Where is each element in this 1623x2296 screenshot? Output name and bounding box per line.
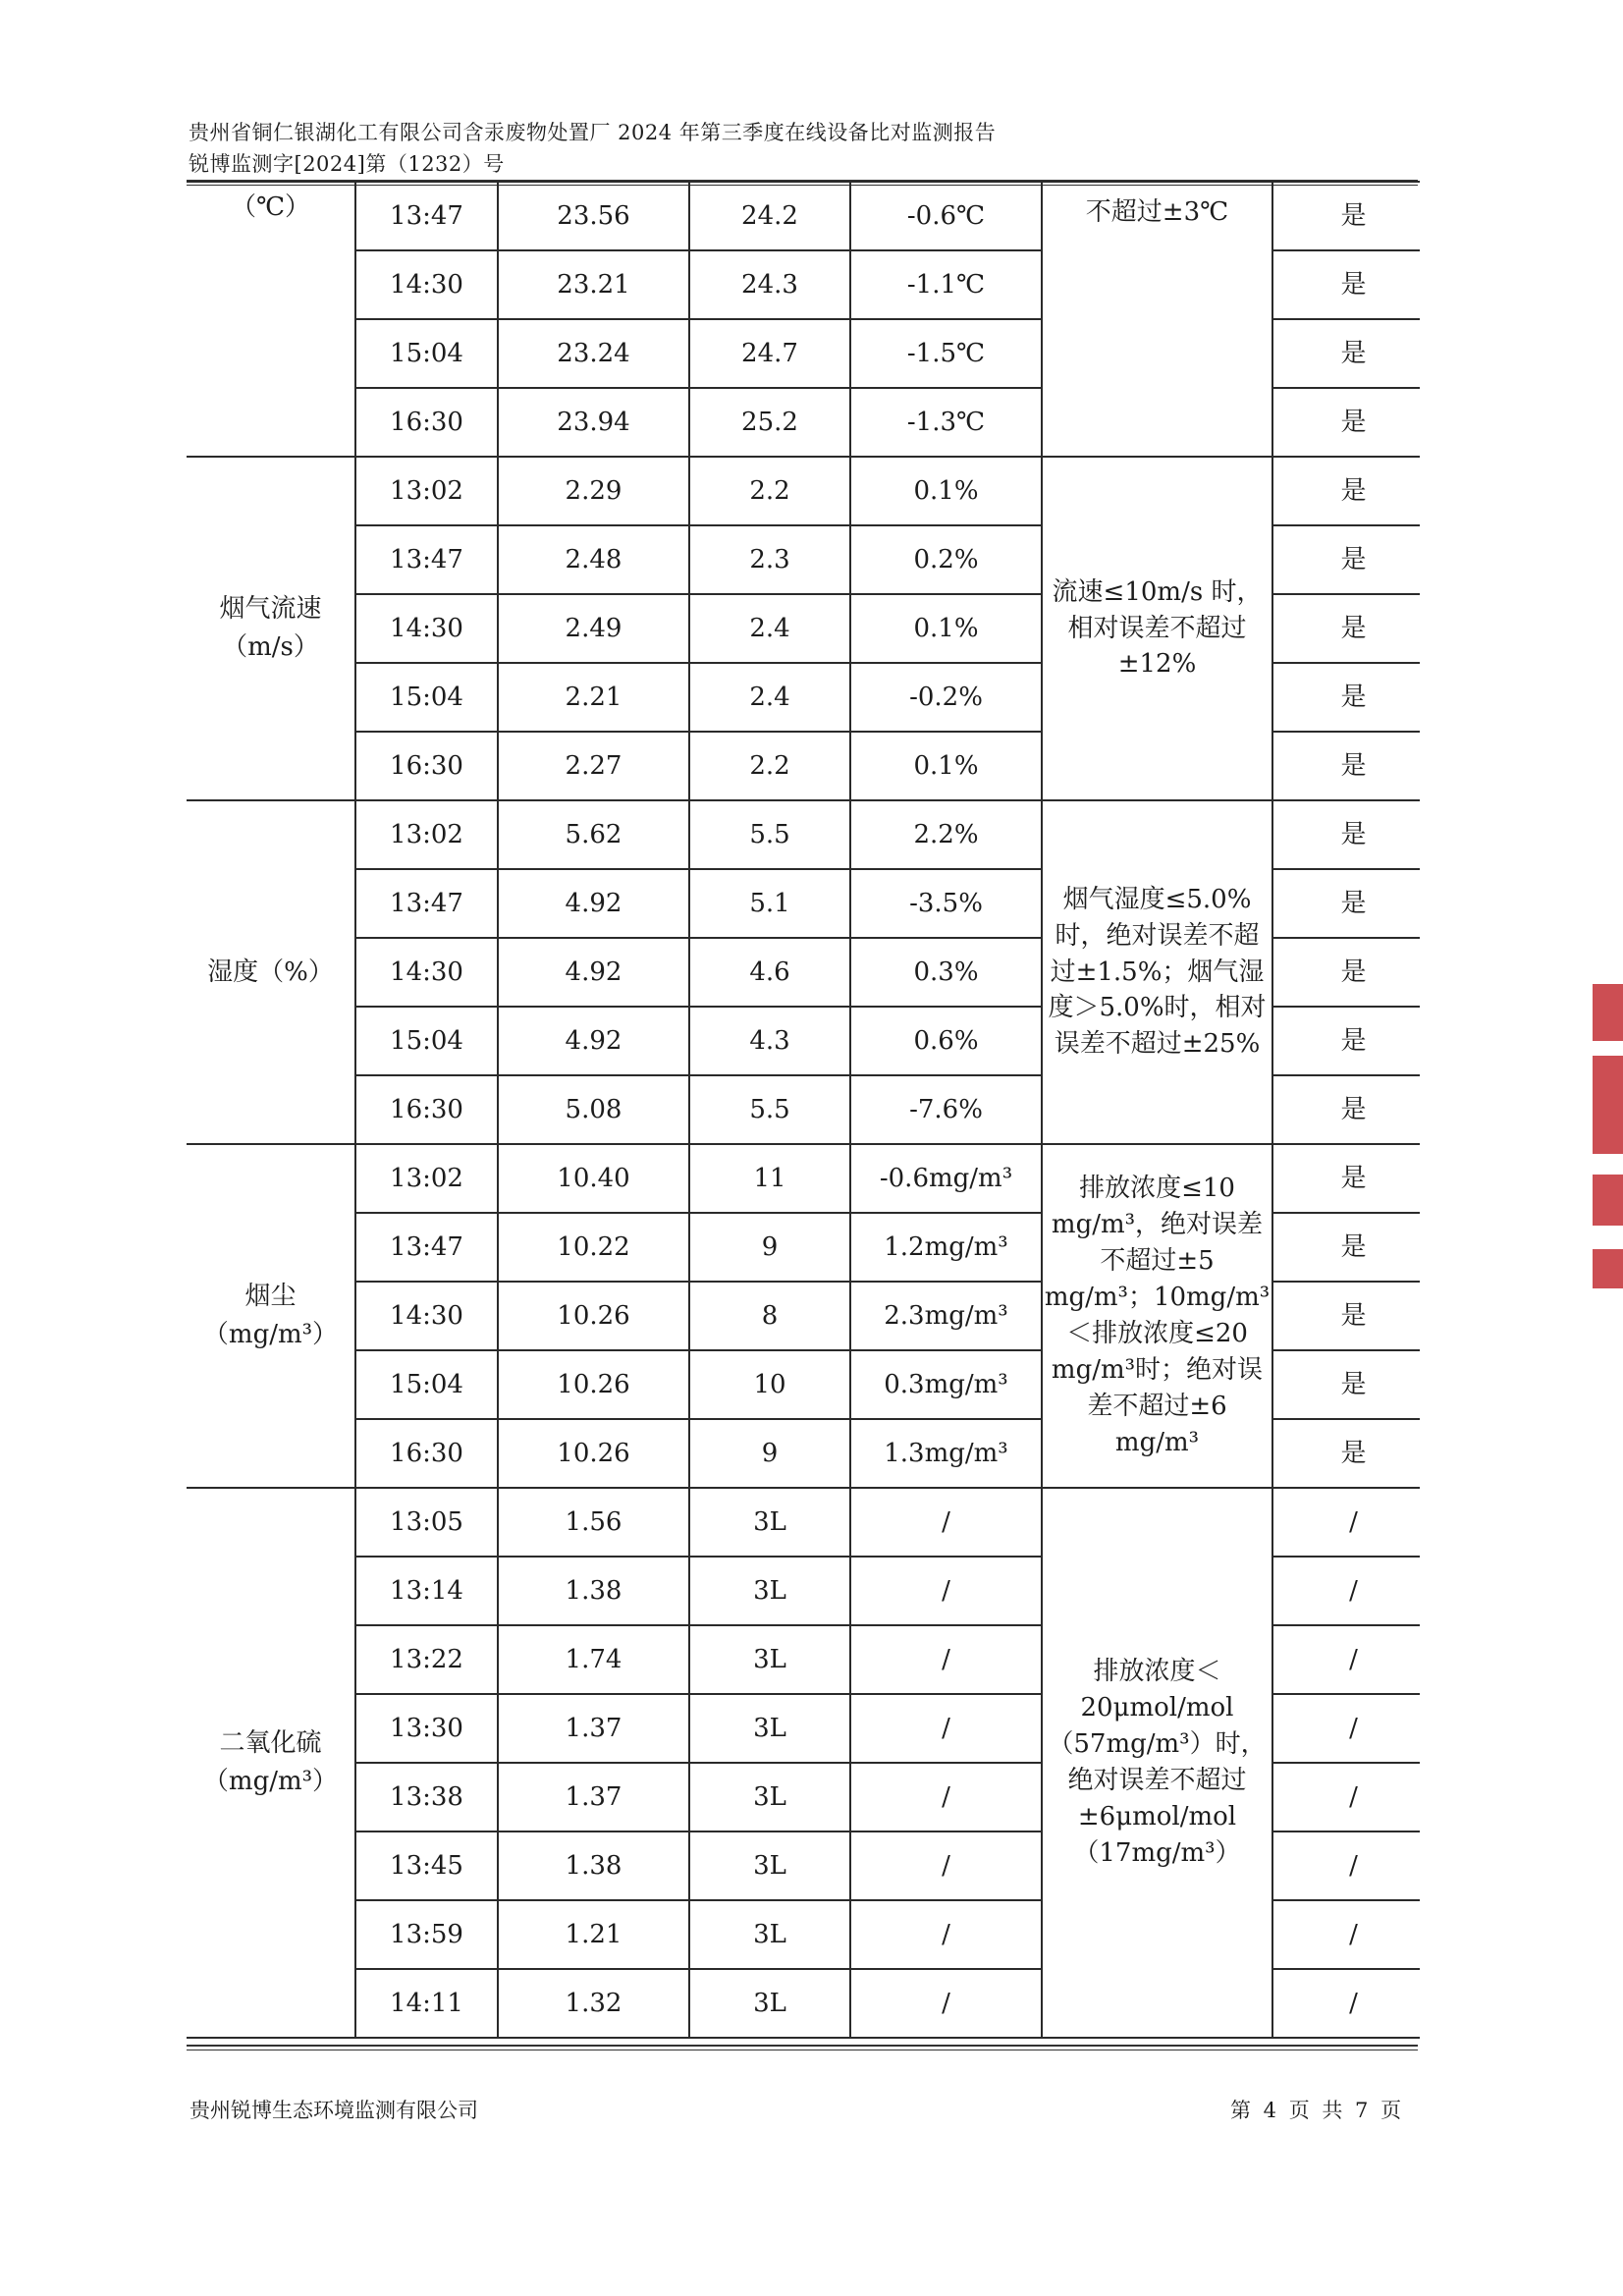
parameter-cell — [187, 1144, 355, 1488]
pass-cell: 是 — [1272, 1075, 1420, 1144]
error-cell: -1.5℃ — [850, 319, 1042, 388]
time-cell: 13:47 — [355, 869, 498, 938]
time-cell: 16:30 — [355, 1419, 498, 1488]
footer-company: 贵州锐博生态环境监测有限公司 — [189, 2099, 478, 2122]
reference-value-cell: 10 — [689, 1350, 850, 1419]
time-cell: 15:04 — [355, 319, 498, 388]
time-cell: 13:30 — [355, 1694, 498, 1763]
parameter-name: 湿度（%） — [207, 957, 334, 987]
cems-value-cell: 23.94 — [498, 388, 689, 457]
parameter-cell — [187, 800, 355, 1144]
error-cell: / — [850, 1831, 1042, 1900]
cems-value-cell: 1.38 — [498, 1831, 689, 1900]
time-cell: 15:04 — [355, 1007, 498, 1075]
reference-value-cell: 2.2 — [689, 457, 850, 525]
pass-cell: 是 — [1272, 250, 1420, 319]
error-cell: / — [850, 1763, 1042, 1831]
reference-value-cell: 8 — [689, 1282, 850, 1350]
pass-cell: 是 — [1272, 319, 1420, 388]
cems-value-cell: 10.40 — [498, 1144, 689, 1213]
error-cell: -1.1℃ — [850, 250, 1042, 319]
cems-value-cell: 1.37 — [498, 1763, 689, 1831]
cems-value-cell: 1.32 — [498, 1969, 689, 2038]
reference-value-cell: 5.1 — [689, 869, 850, 938]
reference-value-cell: 3L — [689, 1694, 850, 1763]
pass-cell: / — [1272, 1900, 1420, 1969]
time-cell: 14:30 — [355, 1282, 498, 1350]
pass-cell: 是 — [1272, 1144, 1420, 1213]
footer-rule — [187, 2045, 1418, 2047]
pass-cell: 是 — [1272, 663, 1420, 732]
time-cell: 13:02 — [355, 1144, 498, 1213]
error-cell: -1.3℃ — [850, 388, 1042, 457]
time-cell: 13:02 — [355, 800, 498, 869]
error-cell: -3.5% — [850, 869, 1042, 938]
time-cell: 14:11 — [355, 1969, 498, 2038]
pass-cell: 是 — [1272, 182, 1420, 250]
error-cell: 0.1% — [850, 732, 1042, 800]
pass-cell: 是 — [1272, 1007, 1420, 1075]
pass-cell: / — [1272, 1625, 1420, 1694]
reference-value-cell: 3L — [689, 1969, 850, 2038]
error-cell: / — [850, 1969, 1042, 2038]
pass-cell: 是 — [1272, 525, 1420, 594]
error-cell: 0.1% — [850, 457, 1042, 525]
cems-value-cell: 2.49 — [498, 594, 689, 663]
reference-value-cell: 3L — [689, 1831, 850, 1900]
reference-value-cell: 4.3 — [689, 1007, 850, 1075]
seal-stamp-fragment — [1593, 1249, 1623, 1288]
cems-value-cell: 10.26 — [498, 1350, 689, 1419]
cems-value-cell: 23.24 — [498, 319, 689, 388]
table-row — [187, 1488, 1420, 1557]
report-number: 锐博监测字[2024]第（1232）号 — [189, 152, 505, 176]
time-cell: 13:59 — [355, 1900, 498, 1969]
comparison-table — [187, 181, 1420, 2039]
time-cell: 16:30 — [355, 1075, 498, 1144]
pass-cell: / — [1272, 1763, 1420, 1831]
cems-value-cell: 1.21 — [498, 1900, 689, 1969]
parameter-name: 烟尘 — [244, 1282, 297, 1311]
pass-cell: / — [1272, 1557, 1420, 1625]
table-row — [187, 182, 1420, 250]
reference-value-cell: 5.5 — [689, 1075, 850, 1144]
seal-stamp-fragment — [1593, 1175, 1623, 1226]
parameter-name: （℃） — [230, 192, 311, 222]
pass-cell: / — [1272, 1694, 1420, 1763]
cems-value-cell: 2.48 — [498, 525, 689, 594]
pass-cell: / — [1272, 1488, 1420, 1557]
error-cell: 1.2mg/m³ — [850, 1213, 1042, 1282]
reference-value-cell: 4.6 — [689, 938, 850, 1007]
error-cell: / — [850, 1900, 1042, 1969]
report-title: 贵州省铜仁银湖化工有限公司含汞废物处置厂 2024 年第三季度在线设备比对监测报告 — [189, 121, 997, 144]
reference-value-cell: 3L — [689, 1488, 850, 1557]
parameter-cell — [187, 1488, 355, 2038]
comparison-table-body — [187, 182, 1420, 2038]
time-cell: 13:47 — [355, 1213, 498, 1282]
time-cell: 16:30 — [355, 732, 498, 800]
reference-value-cell: 2.3 — [689, 525, 850, 594]
reference-value-cell: 9 — [689, 1213, 850, 1282]
cems-value-cell: 1.74 — [498, 1625, 689, 1694]
cems-value-cell: 23.56 — [498, 182, 689, 250]
time-cell: 14:30 — [355, 250, 498, 319]
error-cell: 1.3mg/m³ — [850, 1419, 1042, 1488]
cems-value-cell: 5.62 — [498, 800, 689, 869]
cems-value-cell: 23.21 — [498, 250, 689, 319]
criteria-cell: 烟气湿度≤5.0%时，绝对误差不超过±1.5%；烟气湿度＞5.0%时，相对误差不超过±25% — [1042, 800, 1272, 1144]
time-cell: 13:45 — [355, 1831, 498, 1900]
time-cell: 13:22 — [355, 1625, 498, 1694]
pass-cell: 是 — [1272, 1419, 1420, 1488]
footer-page-number: 第 4 页 共 7 页 — [1230, 2099, 1405, 2122]
time-cell: 14:30 — [355, 938, 498, 1007]
error-cell: / — [850, 1488, 1042, 1557]
error-cell: 2.3mg/m³ — [850, 1282, 1042, 1350]
error-cell: 0.3% — [850, 938, 1042, 1007]
table-row — [187, 457, 1420, 525]
parameter-cell — [187, 457, 355, 800]
reference-value-cell: 24.3 — [689, 250, 850, 319]
cems-value-cell: 2.21 — [498, 663, 689, 732]
pass-cell: 是 — [1272, 457, 1420, 525]
cems-value-cell: 1.56 — [498, 1488, 689, 1557]
pass-cell: 是 — [1272, 732, 1420, 800]
reference-value-cell: 3L — [689, 1763, 850, 1831]
reference-value-cell: 3L — [689, 1557, 850, 1625]
criteria-cell: 排放浓度＜20μmol/mol（57mg/m³）时，绝对误差不超过±6μmol/mol（17mg/m³） — [1042, 1488, 1272, 2038]
pass-cell: 是 — [1272, 800, 1420, 869]
cems-value-cell: 10.26 — [498, 1282, 689, 1350]
pass-cell: / — [1272, 1831, 1420, 1900]
time-cell: 13:14 — [355, 1557, 498, 1625]
time-cell: 13:47 — [355, 182, 498, 250]
reference-value-cell: 3L — [689, 1625, 850, 1694]
seal-stamp-fragment — [1593, 1056, 1623, 1154]
pass-cell: 是 — [1272, 1350, 1420, 1419]
pass-cell: 是 — [1272, 869, 1420, 938]
error-cell: 0.3mg/m³ — [850, 1350, 1042, 1419]
cems-value-cell: 2.29 — [498, 457, 689, 525]
cems-value-cell: 4.92 — [498, 1007, 689, 1075]
error-cell: / — [850, 1557, 1042, 1625]
cems-value-cell: 4.92 — [498, 869, 689, 938]
reference-value-cell: 9 — [689, 1419, 850, 1488]
table-row — [187, 1144, 1420, 1213]
criteria-cell: 不超过±3℃ — [1042, 182, 1272, 457]
error-cell: / — [850, 1625, 1042, 1694]
parameter-unit: （mg/m³） — [202, 1320, 339, 1349]
error-cell: / — [850, 1694, 1042, 1763]
reference-value-cell: 25.2 — [689, 388, 850, 457]
parameter-name: 烟气流速 — [219, 594, 322, 624]
pass-cell: 是 — [1272, 938, 1420, 1007]
cems-value-cell: 5.08 — [498, 1075, 689, 1144]
time-cell: 13:02 — [355, 457, 498, 525]
time-cell: 15:04 — [355, 663, 498, 732]
error-cell: -7.6% — [850, 1075, 1042, 1144]
reference-value-cell: 24.7 — [689, 319, 850, 388]
error-cell: 2.2% — [850, 800, 1042, 869]
reference-value-cell: 2.2 — [689, 732, 850, 800]
table-row — [187, 800, 1420, 869]
reference-value-cell: 3L — [689, 1900, 850, 1969]
error-cell: 0.6% — [850, 1007, 1042, 1075]
cems-value-cell: 4.92 — [498, 938, 689, 1007]
reference-value-cell: 11 — [689, 1144, 850, 1213]
seal-stamp-fragment — [1593, 984, 1623, 1041]
cems-value-cell: 2.27 — [498, 732, 689, 800]
error-cell: -0.2% — [850, 663, 1042, 732]
cems-value-cell: 1.37 — [498, 1694, 689, 1763]
error-cell: -0.6℃ — [850, 182, 1042, 250]
time-cell: 13:47 — [355, 525, 498, 594]
reference-value-cell: 5.5 — [689, 800, 850, 869]
error-cell: -0.6mg/m³ — [850, 1144, 1042, 1213]
error-cell: 0.1% — [850, 594, 1042, 663]
pass-cell: 是 — [1272, 594, 1420, 663]
time-cell: 16:30 — [355, 388, 498, 457]
time-cell: 13:38 — [355, 1763, 498, 1831]
time-cell: 15:04 — [355, 1350, 498, 1419]
parameter-cell — [187, 182, 355, 457]
time-cell: 13:05 — [355, 1488, 498, 1557]
parameter-unit: （m/s） — [222, 632, 319, 662]
reference-value-cell: 24.2 — [689, 182, 850, 250]
pass-cell: 是 — [1272, 1282, 1420, 1350]
cems-value-cell: 10.26 — [498, 1419, 689, 1488]
cems-value-cell: 10.22 — [498, 1213, 689, 1282]
reference-value-cell: 2.4 — [689, 594, 850, 663]
time-cell: 14:30 — [355, 594, 498, 663]
parameter-unit: （mg/m³） — [202, 1767, 339, 1796]
pass-cell: / — [1272, 1969, 1420, 2038]
pass-cell: 是 — [1272, 388, 1420, 457]
cems-value-cell: 1.38 — [498, 1557, 689, 1625]
error-cell: 0.2% — [850, 525, 1042, 594]
criteria-cell: 流速≤10m/s 时，相对误差不超过±12% — [1042, 457, 1272, 800]
pass-cell: 是 — [1272, 1213, 1420, 1282]
parameter-name: 二氧化硫 — [219, 1728, 322, 1758]
reference-value-cell: 2.4 — [689, 663, 850, 732]
criteria-cell: 排放浓度≤10 mg/m³，绝对误差不超过±5 mg/m³；10mg/m³＜排放浓度≤20 mg/m³时；绝对误差不超过±6 mg/m³ — [1042, 1144, 1272, 1488]
